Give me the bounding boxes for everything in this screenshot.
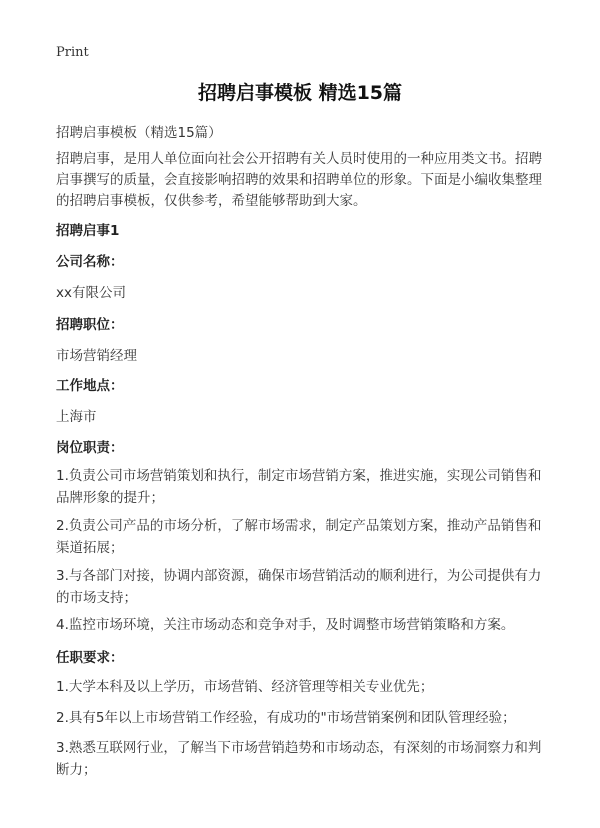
duties-label: 岗位职责： [56, 440, 124, 456]
location-label: 工作地点： [56, 378, 124, 394]
position-value: 市场营销经理 [56, 348, 137, 364]
duty-item: 4.监控市场环境，关注市场动态和竞争对手，及时调整市场营销策略和方案。 [56, 617, 515, 633]
print-link[interactable]: Print [56, 45, 89, 60]
company-value: xx有限公司 [56, 285, 126, 301]
duty-item: 1.负责公司市场营销策划和执行，制定市场营销方案，推进实施，实现公司销售和品牌形象的提升； [56, 468, 542, 506]
page-title: 招聘启事模板 精选15篇 [197, 82, 403, 104]
requirements-label: 任职要求： [56, 650, 124, 666]
location-value: 上海市 [56, 409, 97, 425]
document-subtitle: 招聘启事模板（精选15篇） [56, 125, 222, 141]
company-label: 公司名称： [56, 254, 124, 270]
requirement-item: 3.熟悉互联网行业，了解当下市场营销趋势和市场动态，有深刻的市场洞察力和判断力； [56, 740, 542, 778]
requirement-item: 1.大学本科及以上学历，市场营销、经济管理等相关专业优先； [56, 679, 434, 695]
section-heading: 招聘启事1 [56, 223, 120, 239]
intro-paragraph: 招聘启事，是用人单位面向社会公开招聘有关人员时使用的一种应用类文书。招聘启事撰写的质量，会直接影响招聘的效果和招聘单位的形象。下面是小编收集整理的招聘启事模板，仅供参考，希望能够帮助到大家。 [56, 151, 542, 209]
duty-item: 3.与各部门对接，协调内部资源，确保市场营销活动的顺利进行，为公司提供有力的市场支持； [56, 568, 542, 606]
position-label: 招聘职位： [56, 317, 124, 333]
requirement-item: 2.具有5年以上市场营销工作经验，有成功的"市场营销案例和团队管理经验； [56, 710, 516, 726]
duty-item: 2.负责公司产品的市场分析，了解市场需求，制定产品策划方案，推动产品销售和渠道拓展； [56, 518, 542, 556]
